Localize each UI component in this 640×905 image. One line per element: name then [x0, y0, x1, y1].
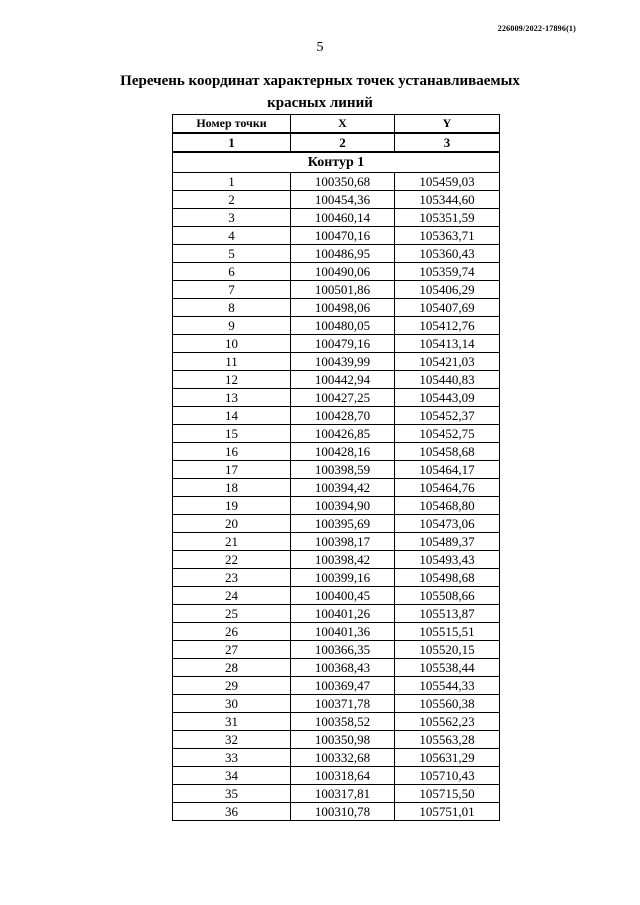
table-row — [173, 623, 500, 641]
cell-point-number: 3 — [173, 209, 291, 227]
cell-x: 100428,16 — [291, 443, 395, 461]
cell-y: 105515,51 — [395, 623, 500, 641]
cell-point-number: 31 — [173, 713, 291, 731]
cell-x: 100401,26 — [291, 605, 395, 623]
cell-x: 100310,78 — [291, 803, 395, 821]
cell-y: 105459,03 — [395, 173, 500, 191]
cell-point-number: 30 — [173, 695, 291, 713]
cell-point-number: 5 — [173, 245, 291, 263]
cell-point-number: 7 — [173, 281, 291, 299]
cell-x: 100470,16 — [291, 227, 395, 245]
table-row — [173, 731, 500, 749]
cell-point-number: 34 — [173, 767, 291, 785]
cell-x: 100369,47 — [291, 677, 395, 695]
cell-point-number: 8 — [173, 299, 291, 317]
cell-x: 100394,42 — [291, 479, 395, 497]
table-row — [173, 335, 500, 353]
title-line-1: Перечень координат характерных точек устанавливаемых — [120, 73, 520, 89]
cell-y: 105360,43 — [395, 245, 500, 263]
table-row — [173, 497, 500, 515]
column-number-1: 1 — [173, 133, 291, 152]
cell-x: 100439,99 — [291, 353, 395, 371]
cell-point-number: 10 — [173, 335, 291, 353]
cell-point-number: 35 — [173, 785, 291, 803]
header-x: X — [291, 115, 395, 134]
cell-y: 105464,17 — [395, 461, 500, 479]
table-row — [173, 803, 500, 821]
table-row — [173, 461, 500, 479]
table-row — [173, 551, 500, 569]
cell-point-number: 26 — [173, 623, 291, 641]
cell-point-number: 14 — [173, 407, 291, 425]
table-row — [173, 695, 500, 713]
cell-x: 100366,35 — [291, 641, 395, 659]
cell-point-number: 6 — [173, 263, 291, 281]
cell-y: 105538,44 — [395, 659, 500, 677]
cell-y: 105363,71 — [395, 227, 500, 245]
cell-point-number: 13 — [173, 389, 291, 407]
table-row — [173, 317, 500, 335]
cell-point-number: 28 — [173, 659, 291, 677]
cell-point-number: 33 — [173, 749, 291, 767]
cell-x: 100428,70 — [291, 407, 395, 425]
cell-y: 105513,87 — [395, 605, 500, 623]
contour-row — [173, 152, 500, 173]
cell-y: 105412,76 — [395, 317, 500, 335]
table-row — [173, 533, 500, 551]
cell-point-number: 11 — [173, 353, 291, 371]
cell-y: 105498,68 — [395, 569, 500, 587]
cell-x: 100394,90 — [291, 497, 395, 515]
cell-x: 100358,52 — [291, 713, 395, 731]
table-row — [173, 371, 500, 389]
header-point-number: Номер точки — [173, 115, 291, 134]
cell-y: 105458,68 — [395, 443, 500, 461]
cell-point-number: 12 — [173, 371, 291, 389]
cell-point-number: 23 — [173, 569, 291, 587]
cell-point-number: 25 — [173, 605, 291, 623]
table-row — [173, 479, 500, 497]
cell-x: 100490,06 — [291, 263, 395, 281]
cell-x: 100401,36 — [291, 623, 395, 641]
cell-x: 100398,17 — [291, 533, 395, 551]
cell-x: 100395,69 — [291, 515, 395, 533]
cell-y: 105520,15 — [395, 641, 500, 659]
cell-y: 105563,28 — [395, 731, 500, 749]
cell-y: 105493,43 — [395, 551, 500, 569]
cell-x: 100350,68 — [291, 173, 395, 191]
cell-y: 105560,38 — [395, 695, 500, 713]
cell-x: 100498,06 — [291, 299, 395, 317]
header-y: Y — [395, 115, 500, 134]
table-row — [173, 299, 500, 317]
cell-y: 105351,59 — [395, 209, 500, 227]
cell-y: 105631,29 — [395, 749, 500, 767]
table-row — [173, 263, 500, 281]
cell-x: 100442,94 — [291, 371, 395, 389]
cell-point-number: 29 — [173, 677, 291, 695]
cell-y: 105443,09 — [395, 389, 500, 407]
table-row — [173, 407, 500, 425]
cell-y: 105452,37 — [395, 407, 500, 425]
cell-point-number: 4 — [173, 227, 291, 245]
table-row — [173, 173, 500, 191]
cell-x: 100371,78 — [291, 695, 395, 713]
cell-y: 105421,03 — [395, 353, 500, 371]
cell-point-number: 22 — [173, 551, 291, 569]
cell-x: 100480,05 — [291, 317, 395, 335]
table-row — [173, 605, 500, 623]
title-line-2: красных линий — [267, 95, 373, 111]
table-row — [173, 425, 500, 443]
table-row — [173, 515, 500, 533]
cell-y: 105508,66 — [395, 587, 500, 605]
cell-x: 100398,59 — [291, 461, 395, 479]
cell-y: 105473,06 — [395, 515, 500, 533]
cell-x: 100318,64 — [291, 767, 395, 785]
column-number-3: 3 — [395, 133, 500, 152]
cell-x: 100368,43 — [291, 659, 395, 677]
cell-y: 105544,33 — [395, 677, 500, 695]
table-row — [173, 569, 500, 587]
cell-x: 100399,16 — [291, 569, 395, 587]
cell-point-number: 9 — [173, 317, 291, 335]
table-row — [173, 353, 500, 371]
cell-x: 100350,98 — [291, 731, 395, 749]
cell-point-number: 18 — [173, 479, 291, 497]
cell-point-number: 27 — [173, 641, 291, 659]
cell-x: 100460,14 — [291, 209, 395, 227]
cell-x: 100426,85 — [291, 425, 395, 443]
cell-y: 105562,23 — [395, 713, 500, 731]
cell-point-number: 19 — [173, 497, 291, 515]
table-row — [173, 641, 500, 659]
cell-x: 100486,95 — [291, 245, 395, 263]
cell-y: 105413,14 — [395, 335, 500, 353]
cell-x: 100398,42 — [291, 551, 395, 569]
cell-y: 105715,50 — [395, 785, 500, 803]
cell-y: 105440,83 — [395, 371, 500, 389]
cell-y: 105406,29 — [395, 281, 500, 299]
cell-point-number: 32 — [173, 731, 291, 749]
table-row — [173, 587, 500, 605]
table-row — [173, 209, 500, 227]
table-row — [173, 227, 500, 245]
table-row — [173, 785, 500, 803]
cell-point-number: 24 — [173, 587, 291, 605]
table-row — [173, 281, 500, 299]
cell-point-number: 2 — [173, 191, 291, 209]
cell-point-number: 15 — [173, 425, 291, 443]
table-row — [173, 659, 500, 677]
page-title — [0, 70, 640, 114]
table-body — [173, 133, 500, 821]
cell-y: 105464,76 — [395, 479, 500, 497]
table-row — [173, 389, 500, 407]
table-row — [173, 245, 500, 263]
cell-y: 105452,75 — [395, 425, 500, 443]
table-row — [173, 677, 500, 695]
table-row — [173, 767, 500, 785]
cell-point-number: 16 — [173, 443, 291, 461]
table-row — [173, 443, 500, 461]
table-row — [173, 713, 500, 731]
cell-point-number: 36 — [173, 803, 291, 821]
cell-y: 105407,69 — [395, 299, 500, 317]
cell-point-number: 20 — [173, 515, 291, 533]
cell-x: 100332,68 — [291, 749, 395, 767]
document-number: 226009/2022-17896(1) — [497, 24, 576, 33]
cell-y: 105359,74 — [395, 263, 500, 281]
cell-y: 105489,37 — [395, 533, 500, 551]
cell-x: 100501,86 — [291, 281, 395, 299]
cell-y: 105344,60 — [395, 191, 500, 209]
cell-point-number: 17 — [173, 461, 291, 479]
cell-x: 100479,16 — [291, 335, 395, 353]
cell-x: 100317,81 — [291, 785, 395, 803]
table-header-row — [173, 115, 500, 134]
table-row — [173, 749, 500, 767]
cell-y: 105468,80 — [395, 497, 500, 515]
coordinates-table — [172, 114, 500, 821]
page-number: 5 — [316, 40, 324, 55]
contour-label: Контур 1 — [173, 152, 500, 173]
cell-y: 105710,43 — [395, 767, 500, 785]
cell-y: 105751,01 — [395, 803, 500, 821]
table-row — [173, 191, 500, 209]
cell-point-number: 1 — [173, 173, 291, 191]
cell-x: 100454,36 — [291, 191, 395, 209]
cell-x: 100427,25 — [291, 389, 395, 407]
column-number-2: 2 — [291, 133, 395, 152]
cell-point-number: 21 — [173, 533, 291, 551]
cell-x: 100400,45 — [291, 587, 395, 605]
column-number-row — [173, 133, 500, 152]
